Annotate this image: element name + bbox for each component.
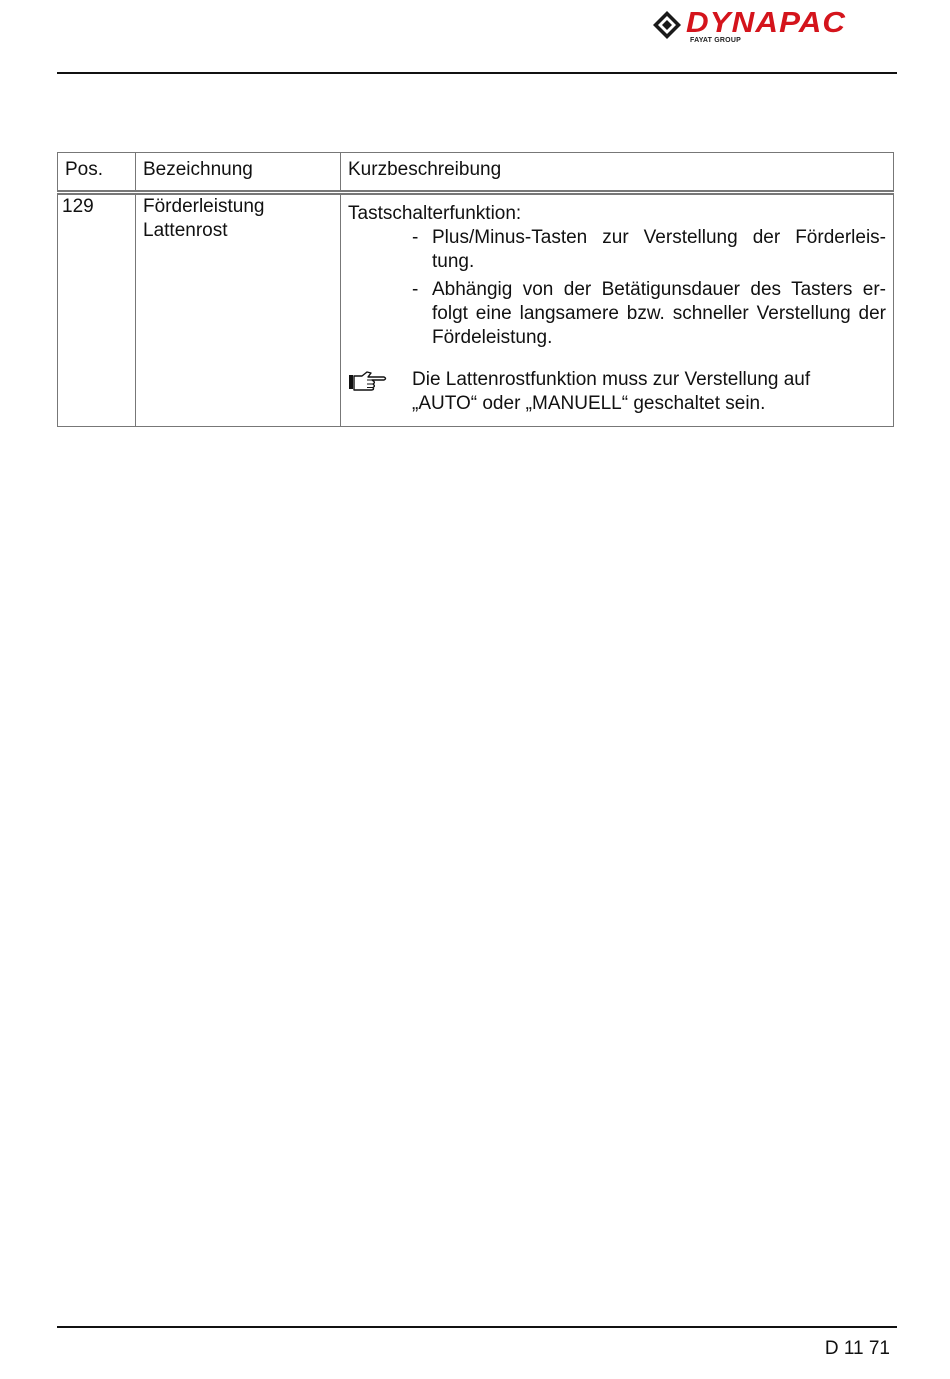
brand-name: DYNAPAC	[686, 7, 847, 39]
header-rule	[57, 72, 897, 74]
footer-rule	[57, 1326, 897, 1328]
brand-logo	[650, 8, 900, 50]
note-icon-wrap	[348, 368, 412, 416]
header-kurzbeschreibung: Kurzbeschreibung	[341, 153, 894, 193]
table-header-row	[58, 153, 894, 193]
note-text	[412, 368, 886, 416]
row-kurzbeschreibung	[341, 193, 894, 427]
brand-subtitle: FAYAT GROUP	[690, 37, 741, 44]
page-number: D 11 71	[824, 1338, 890, 1359]
spec-table	[57, 152, 894, 427]
desc-bullet-1: - Plus/Minus-Tasten zur Verstellung der Förderleis-tung.	[412, 226, 886, 274]
bezeichnung-line-1: Förderleistung	[143, 196, 265, 217]
note-line-2: „AUTO“ oder „MANUELL“ geschaltet sein.	[412, 393, 766, 414]
header-bezeichnung: Bezeichnung	[136, 153, 341, 193]
note	[348, 368, 886, 416]
row-pos: 129	[58, 193, 136, 427]
pointing-hand-icon	[348, 370, 388, 392]
desc-bullet-list	[348, 226, 886, 350]
desc-title: Tastschalterfunktion:	[348, 203, 522, 224]
dynapac-diamond-logo-icon	[652, 10, 682, 40]
row-bezeichnung	[136, 193, 341, 427]
table-row	[58, 193, 894, 427]
bezeichnung-line-2: Lattenrost	[143, 220, 228, 241]
header-pos: Pos.	[58, 153, 136, 193]
desc-bullet-2: - Abhängig von der Betätigunsdauer des Tasters er-folgt eine langsamere bzw. schneller Verstellung der Fördeleistung.	[412, 278, 886, 350]
note-line-1: Die Lattenrostfunktion muss zur Verstellung auf	[412, 369, 811, 390]
